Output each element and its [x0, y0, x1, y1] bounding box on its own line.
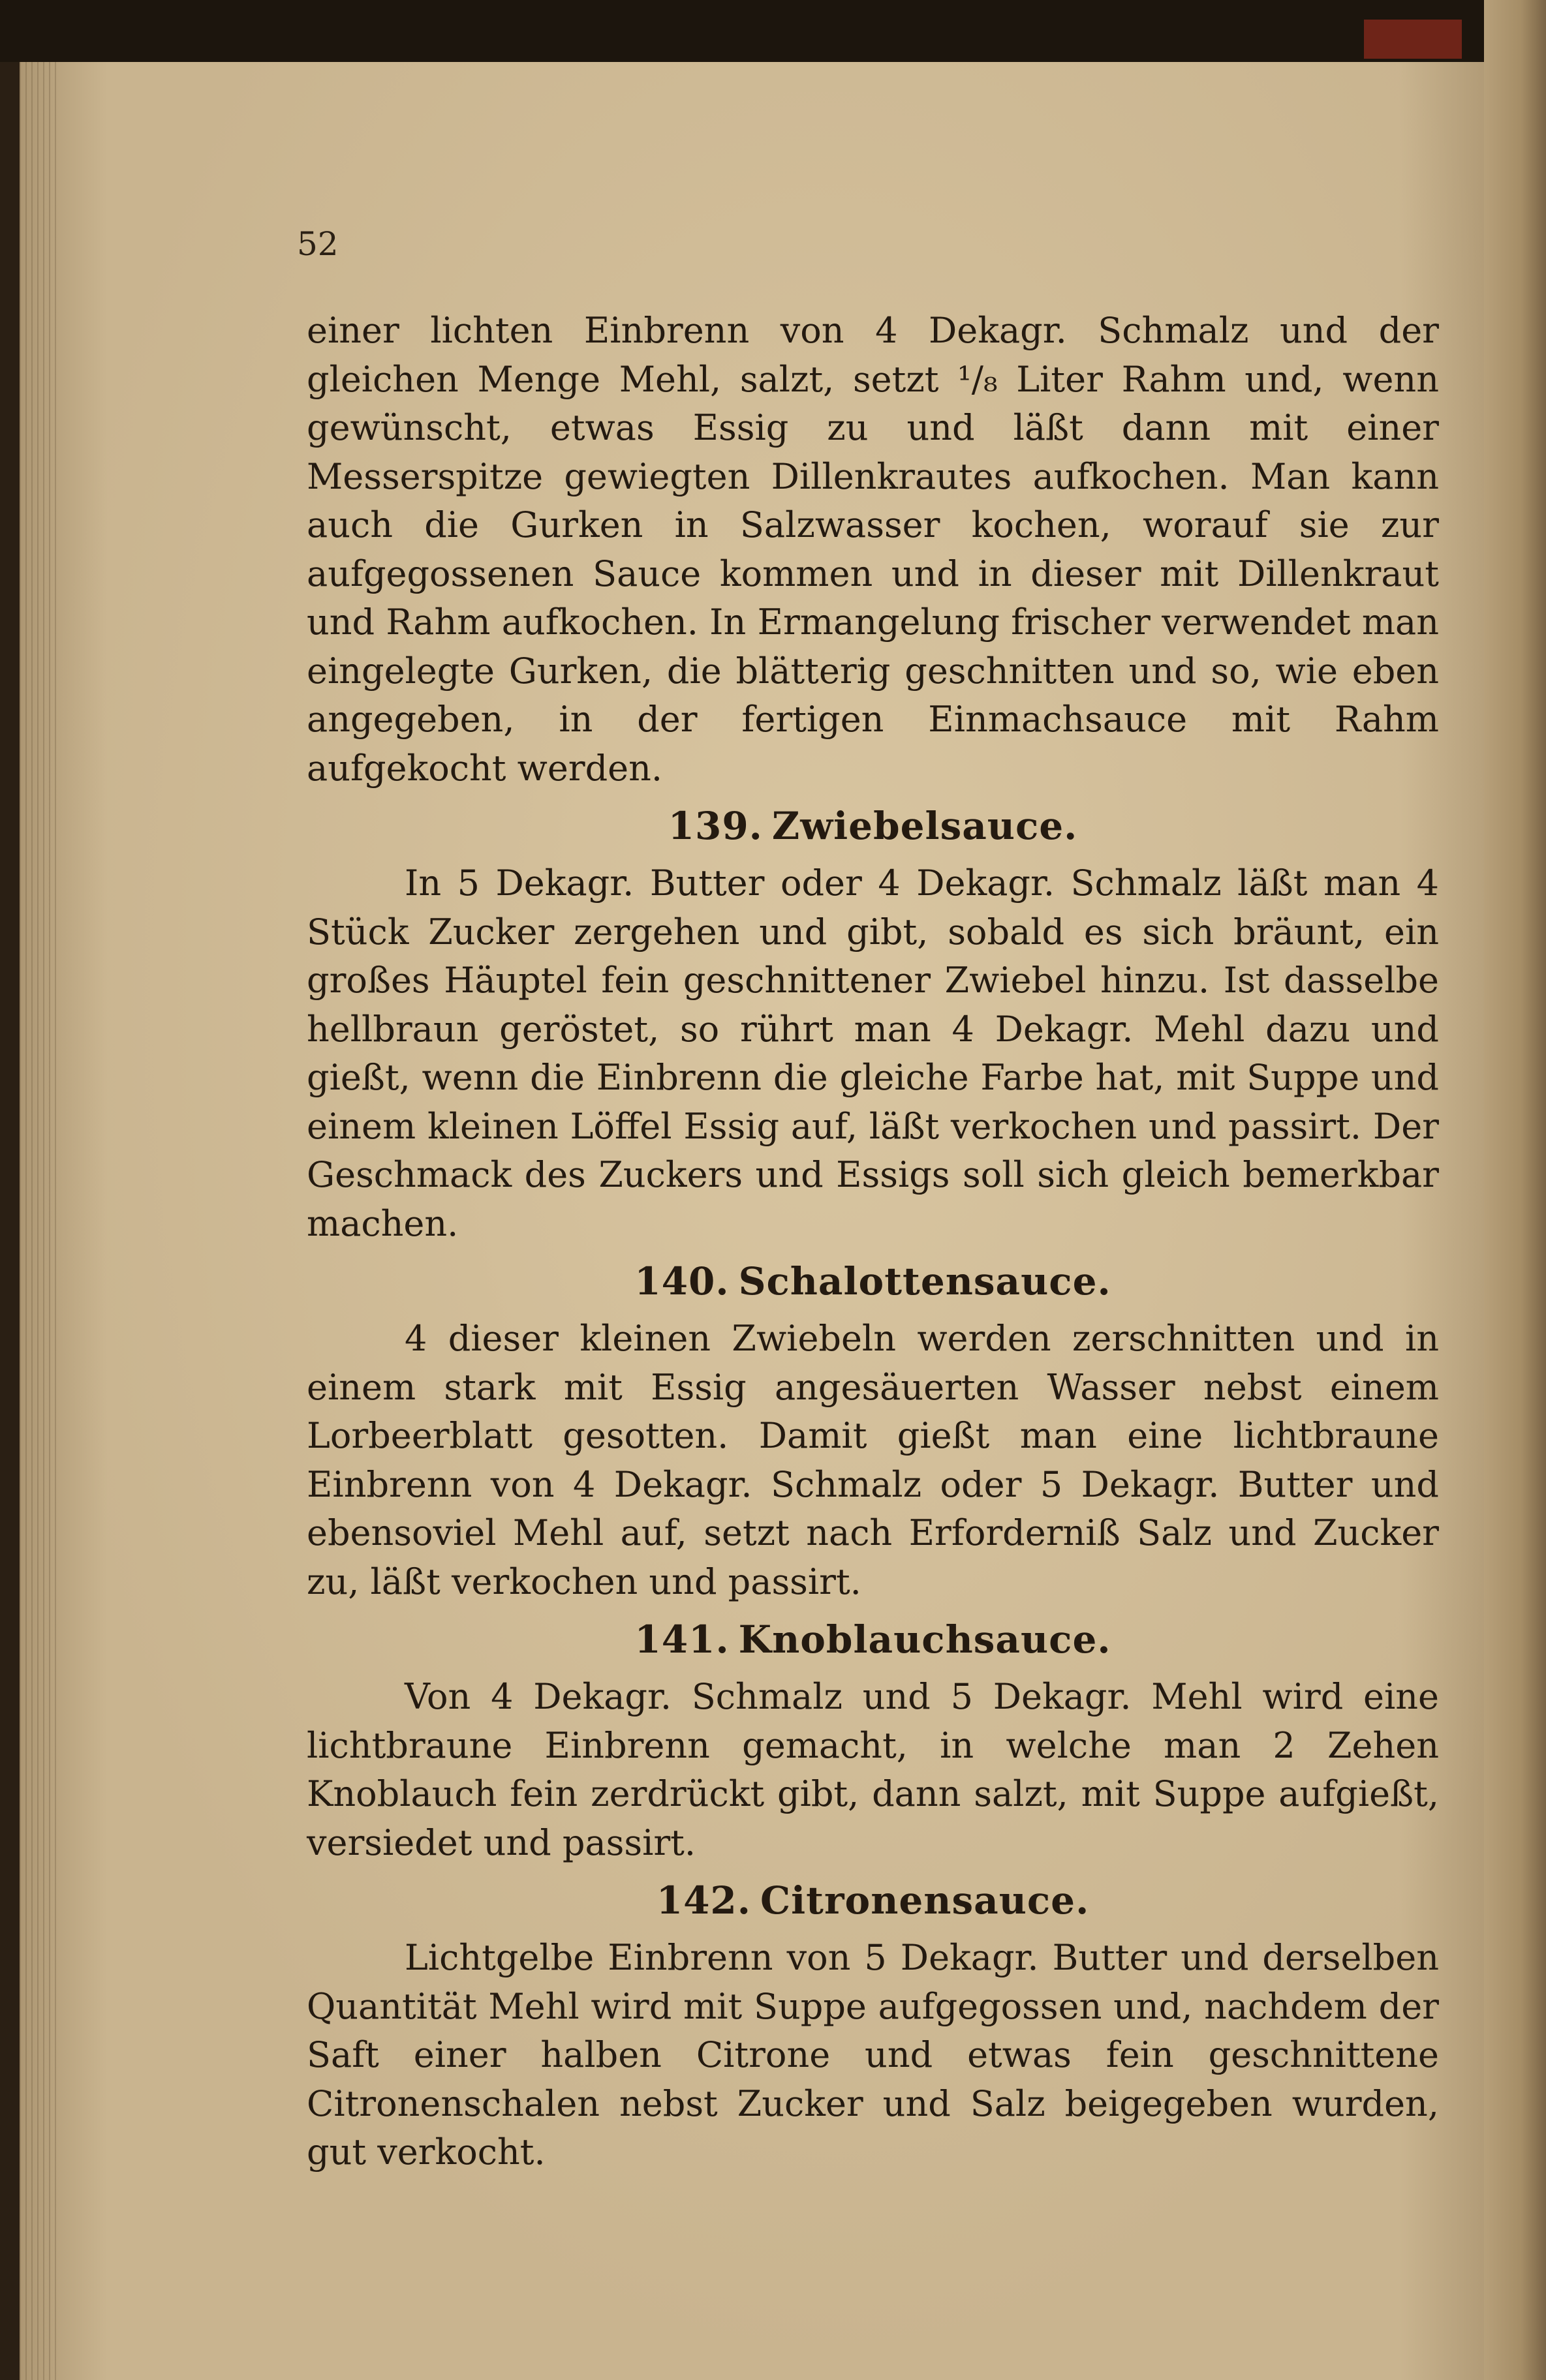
page-gutter — [20, 62, 59, 2380]
recipe-number: 141. — [634, 1617, 730, 1662]
recipe-number: 142. — [656, 1878, 751, 1923]
recipe-heading-139 — [307, 802, 1439, 850]
recipe-text-142: Lichtgelbe Einbrenn von 5 Dekagr. Butter und derselben Quantität Mehl wird mit Suppe aufgegossen und, nachdem der Saft einer halben Citrone und etwas fein geschnittene Citronenschalen nebst Zucker und Salz beigegeben wurden, gut verkocht. — [307, 1937, 1439, 2173]
book-spine-edge — [1364, 20, 1462, 59]
recipe-title: Zwiebelsauce. — [771, 804, 1078, 848]
page-text — [307, 307, 1439, 2177]
recipe-number: 139. — [668, 804, 763, 848]
recipe-text-141: Von 4 Dekagr. Schmalz und 5 Dekagr. Mehl wird eine lichtbraune Einbrenn gemacht, in welche man 2 Zehen Knoblauch fein zerdrückt gibt, dann salzt, mit Suppe aufgießt, versiedet und passirt. — [307, 1676, 1439, 1863]
recipe-heading-140 — [307, 1257, 1439, 1305]
recipe-title: Schalottensauce. — [738, 1259, 1111, 1304]
paragraph-continuation: einer lichten Einbrenn von 4 Dekagr. Schmalz und der gleichen Menge Mehl, salzt, setzt ¹/₈ Liter Rahm und, wenn gewünscht, etwas Essig zu und läßt dann mit einer Messerspitze gewiegten Dillenkrautes aufkochen. Man kann auch die Gurken in Salzwasser kochen, worauf sie zur aufgegossenen Sauce kommen und in dieser mit Dillenkraut und Rahm aufkochen. In Ermangelung frischer verwendet man eingelegte Gurken, die blätterig geschnitten und so, wie eben angegeben, in der fertigen Einmachsauce mit Rahm aufgekocht werden. — [307, 310, 1439, 789]
recipe-title: Knoblauchsauce. — [738, 1617, 1111, 1662]
next-page-edge — [1484, 0, 1546, 2380]
recipe-number: 140. — [634, 1259, 730, 1304]
recipe-heading-142 — [307, 1876, 1439, 1925]
scan-top-border — [0, 0, 1546, 62]
recipe-heading-141 — [307, 1615, 1439, 1664]
recipe-text-139: In 5 Dekagr. Butter oder 4 Dekagr. Schmalz läßt man 4 Stück Zucker zergehen und gibt, sobald es sich bräunt, ein großes Häuptel fein geschnittener Zwiebel hinzu. Ist dasselbe hellbraun geröstet, so rührt man 4 Dekagr. Mehl dazu und gießt, wenn die Einbrenn die gleiche Farbe hat, mit Suppe und einem kleinen Löffel Essig auf, läßt verkochen und passirt. Der Geschmack des Zuckers und Essigs soll sich gleich bemerkbar machen. — [307, 862, 1439, 1244]
page-number: 52 — [297, 225, 339, 263]
recipe-title: Citronensauce. — [760, 1878, 1090, 1923]
recipe-text-140: 4 dieser kleinen Zwiebeln werden zerschnitten und in einem stark mit Essig angesäuerten Wasser nebst einem Lorbeerblatt gesotten. Damit gießt man eine lichtbraune Einbrenn von 4 Dekagr. Schmalz oder 5 Dekagr. Butter und ebensoviel Mehl auf, setzt nach Erforderniß Salz und Zucker zu, läßt verkochen und passirt. — [307, 1318, 1439, 1602]
